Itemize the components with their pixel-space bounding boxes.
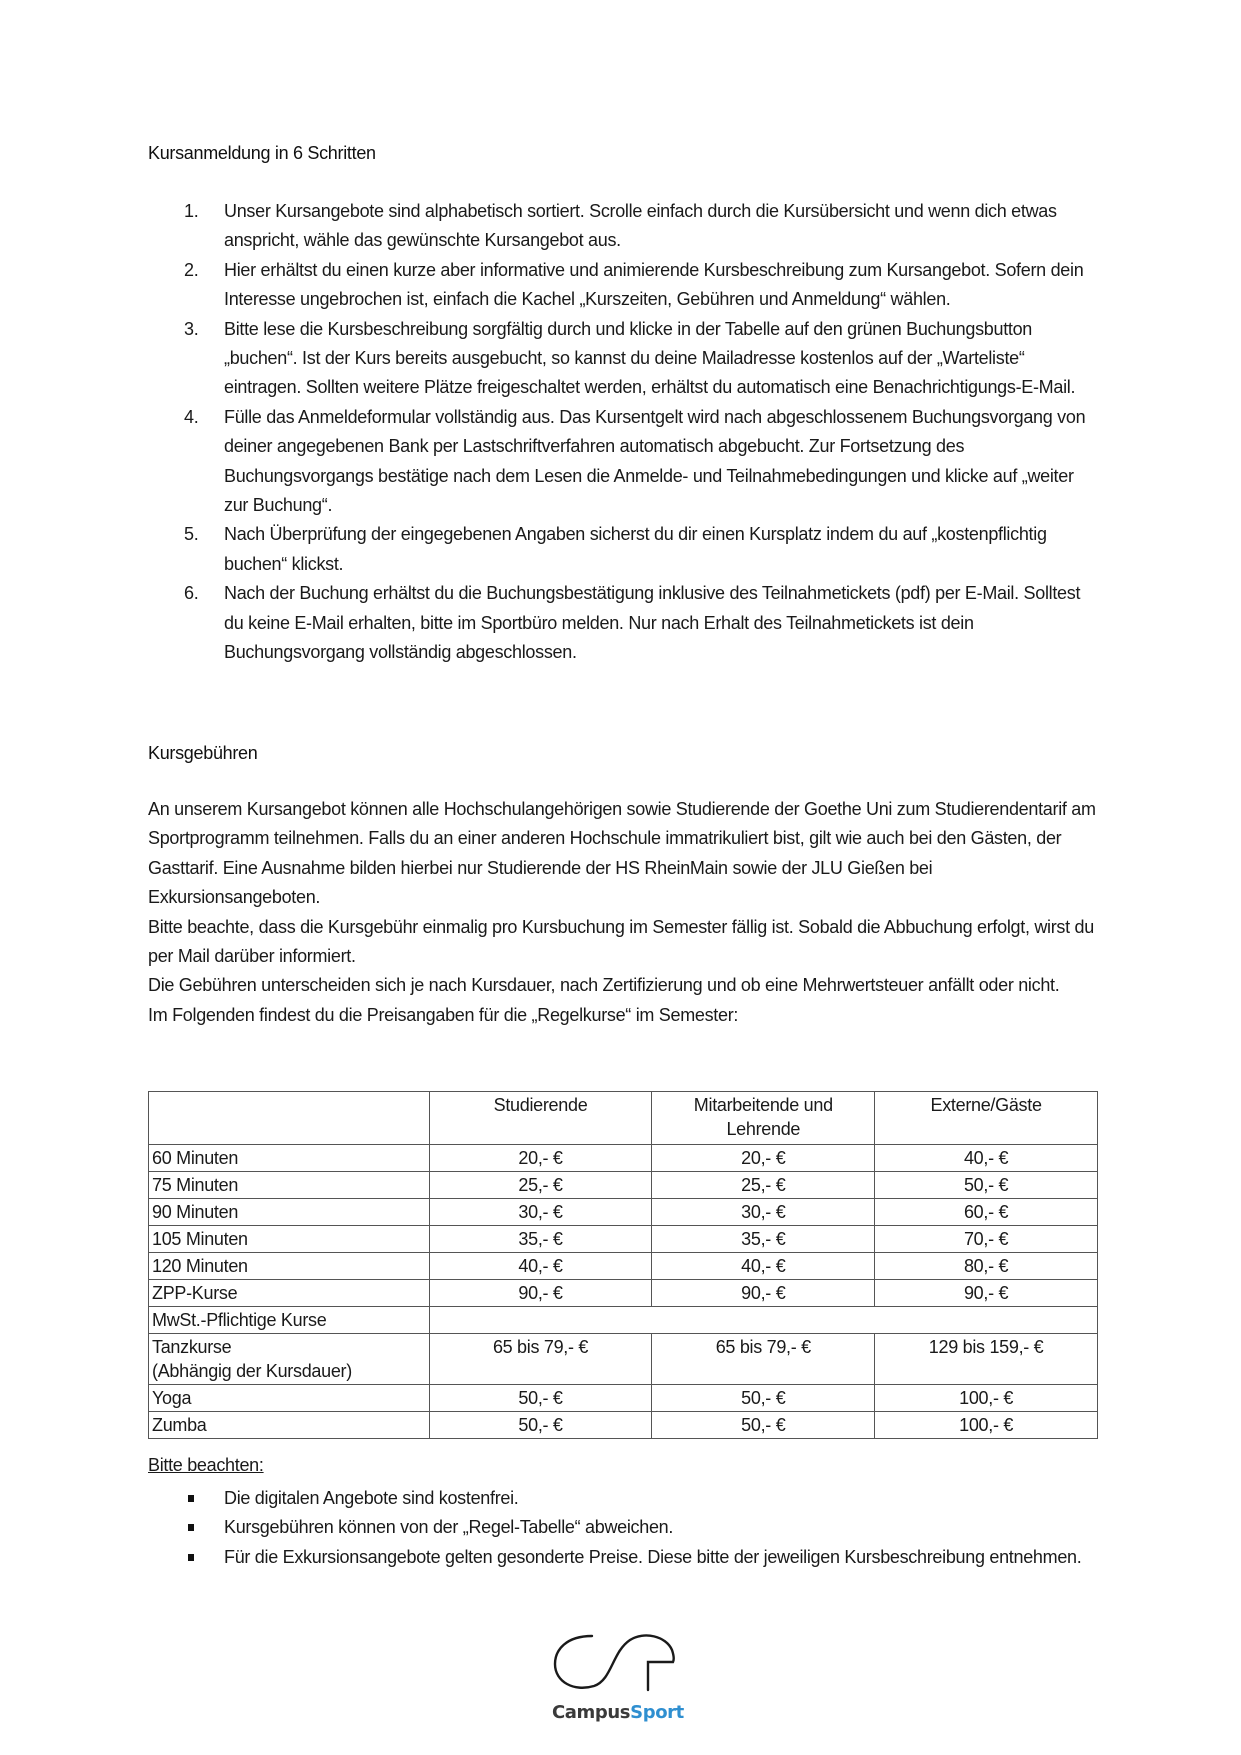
table-header-row bbox=[149, 1092, 1098, 1145]
price-students: 25,- € bbox=[429, 1172, 652, 1199]
empty-span-cell bbox=[429, 1307, 1097, 1334]
price-external: 40,- € bbox=[875, 1145, 1098, 1172]
price-external: 100,- € bbox=[875, 1412, 1098, 1439]
section-heading-fees: Kursgebühren bbox=[148, 743, 258, 763]
price-staff: 90,- € bbox=[652, 1280, 875, 1307]
price-external: 50,- € bbox=[875, 1172, 1098, 1199]
price-staff: 35,- € bbox=[652, 1226, 875, 1253]
step-item bbox=[148, 520, 1098, 579]
wordmark-campus: Campus bbox=[552, 1702, 631, 1723]
price-staff: 30,- € bbox=[652, 1199, 875, 1226]
table-row bbox=[149, 1412, 1098, 1439]
step-number: 4. bbox=[184, 406, 199, 427]
row-label: Zumba bbox=[149, 1412, 430, 1439]
table-row bbox=[149, 1280, 1098, 1307]
row-label-main: Tanzkurse bbox=[152, 1337, 232, 1357]
note-item bbox=[148, 1543, 1098, 1572]
square-bullet-icon bbox=[188, 1524, 194, 1531]
campussport-logo bbox=[552, 1632, 682, 1732]
price-external: 60,- € bbox=[875, 1199, 1098, 1226]
step-item bbox=[148, 579, 1098, 667]
paragraph: Die Gebühren unterscheiden sich je nach Kursdauer, nach Zertifizierung und ob eine Mehrwertsteuer anfällt oder nicht. bbox=[148, 975, 1060, 996]
wordmark-sport: Sport bbox=[630, 1702, 684, 1723]
price-external: 129 bis 159,- € bbox=[875, 1334, 1098, 1385]
price-staff: 50,- € bbox=[652, 1412, 875, 1439]
registration-steps-list bbox=[148, 197, 1098, 668]
table-row bbox=[149, 1172, 1098, 1199]
header-cell-students: Studierende bbox=[429, 1092, 652, 1145]
row-label: 120 Minuten bbox=[149, 1253, 430, 1280]
step-text: Unser Kursangebote sind alphabetisch sortiert. Scrolle einfach durch die Kursübersicht und wenn dich etwas anspricht, wähle das gewünschte Kursangebot aus. bbox=[224, 201, 1057, 251]
note-text: Für die Exkursionsangebote gelten gesonderte Preise. Diese bitte der jeweiligen Kursbeschreibung entnehmen. bbox=[224, 1546, 1082, 1567]
step-number: 6. bbox=[184, 583, 199, 604]
step-text: Fülle das Anmeldeformular vollständig aus. Das Kursentgelt wird nach abgeschlossenem Buchungsvorgang von deiner angegebenen Bank per Lastschriftverfahren automatisch abgebucht. Zur Fortsetzung des Buchungsvorgangs bestätige nach dem Lesen die Anmelde- und Teilnahmebedingungen und klicke auf „weiter zur Buchung“. bbox=[224, 406, 1086, 516]
note-text: Die digitalen Angebote sind kostenfrei. bbox=[224, 1488, 519, 1508]
row-label: MwSt.-Pflichtige Kurse bbox=[149, 1307, 430, 1334]
square-bullet-icon bbox=[188, 1495, 194, 1502]
row-label: 105 Minuten bbox=[149, 1226, 430, 1253]
table-row bbox=[149, 1253, 1098, 1280]
row-label: 75 Minuten bbox=[149, 1172, 430, 1199]
step-text: Bitte lese die Kursbeschreibung sorgfältig durch und klicke in der Tabelle auf den grünen Buchungsbutton „buchen“. Ist der Kurs bereits ausgebucht, so kannst du deine Mailadresse kostenlos auf der „Warteliste“ eintragen. Sollten weitere Plätze freigeschaltet werden, erhältst du automatisch eine Benachrichtigungs-E-Mail. bbox=[224, 318, 1076, 398]
step-number: 2. bbox=[184, 259, 199, 280]
row-label: 90 Minuten bbox=[149, 1199, 430, 1226]
price-students: 20,- € bbox=[429, 1145, 652, 1172]
paragraph: Im Folgenden findest du die Preisangaben für die „Regelkurse“ im Semester: bbox=[148, 1004, 739, 1025]
price-staff: 25,- € bbox=[652, 1172, 875, 1199]
step-item bbox=[148, 256, 1098, 315]
notes-list bbox=[148, 1484, 1098, 1572]
row-label: 60 Minuten bbox=[149, 1145, 430, 1172]
fees-description bbox=[148, 795, 1098, 1030]
price-staff: 65 bis 79,- € bbox=[652, 1334, 875, 1385]
price-external: 100,- € bbox=[875, 1385, 1098, 1412]
price-students: 50,- € bbox=[429, 1412, 652, 1439]
step-text: Hier erhältst du einen kurze aber informative und animierende Kursbeschreibung zum Kursangebot. Sofern dein Interesse ungebrochen ist, einfach die Kachel „Kurszeiten, Gebühren und Anmeldung“ wählen. bbox=[224, 259, 1084, 310]
square-bullet-icon bbox=[188, 1554, 194, 1561]
note-item bbox=[148, 1484, 1098, 1513]
price-students: 30,- € bbox=[429, 1199, 652, 1226]
header-cell-staff: Mitarbeitende und Lehrende bbox=[652, 1092, 875, 1145]
step-item bbox=[148, 197, 1098, 256]
table-row bbox=[149, 1334, 1098, 1385]
paragraph: Bitte beachte, dass die Kursgebühr einmalig pro Kursbuchung im Semester fällig ist. Sobald die Abbuchung erfolgt, wirst du per Mail darüber informiert. bbox=[148, 916, 1094, 967]
price-staff: 20,- € bbox=[652, 1145, 875, 1172]
price-students: 90,- € bbox=[429, 1280, 652, 1307]
row-label: ZPP-Kurse bbox=[149, 1280, 430, 1307]
step-item bbox=[148, 315, 1098, 403]
paragraph: An unserem Kursangebot können alle Hochschulangehörigen sowie Studierende der Goethe Uni zum Studierendentarif am Sportprogramm teilnehmen. Falls du an einer anderen Hochschule immatrikuliert bist, gilt wie auch bei den Gästen, der Gasttarif. Eine Ausnahme bilden hierbei nur Studierende der HS RheinMain sowie der JLU Gießen bei Exkursionsangeboten. bbox=[148, 799, 1096, 908]
price-external: 90,- € bbox=[875, 1280, 1098, 1307]
header-cell-external: Externe/Gäste bbox=[875, 1092, 1098, 1145]
step-text: Nach der Buchung erhältst du die Buchungsbestätigung inklusive des Teilnahmetickets (pdf) per E-Mail. Solltest du keine E-Mail erhalten, bitte im Sportbüro melden. Nur nach Erhalt des Teilnahmetickets ist dein Buchungsvorgang vollständig abgeschlossen. bbox=[224, 583, 1081, 663]
price-external: 70,- € bbox=[875, 1226, 1098, 1253]
price-students: 40,- € bbox=[429, 1253, 652, 1280]
row-label-sub: (Abhängig der Kursdauer) bbox=[152, 1361, 352, 1381]
campussport-logo-mark-icon bbox=[552, 1632, 682, 1694]
table-row bbox=[149, 1199, 1098, 1226]
price-external: 80,- € bbox=[875, 1253, 1098, 1280]
section-heading-registration: Kursanmeldung in 6 Schritten bbox=[148, 143, 376, 163]
table-row bbox=[149, 1385, 1098, 1412]
table-row-group-header bbox=[149, 1307, 1098, 1334]
step-number: 5. bbox=[184, 524, 199, 545]
row-label: Yoga bbox=[149, 1385, 430, 1412]
price-students: 35,- € bbox=[429, 1226, 652, 1253]
step-number: 1. bbox=[184, 201, 199, 221]
step-text: Nach Überprüfung der eingegebenen Angaben sicherst du dir einen Kursplatz indem du auf „kostenpflichtig buchen“ klickst. bbox=[224, 524, 1047, 574]
row-label bbox=[149, 1334, 430, 1385]
price-students: 50,- € bbox=[429, 1385, 652, 1412]
step-item bbox=[148, 403, 1098, 521]
price-staff: 50,- € bbox=[652, 1385, 875, 1412]
price-staff: 40,- € bbox=[652, 1253, 875, 1280]
note-text: Kursgebühren können von der „Regel-Tabelle“ abweichen. bbox=[224, 1517, 674, 1538]
price-students: 65 bis 79,- € bbox=[429, 1334, 652, 1385]
table-row bbox=[149, 1145, 1098, 1172]
header-cell-empty bbox=[149, 1092, 430, 1145]
step-number: 3. bbox=[184, 318, 199, 339]
fee-table bbox=[148, 1091, 1098, 1439]
campussport-wordmark bbox=[552, 1702, 682, 1723]
notes-title: Bitte beachten: bbox=[148, 1455, 264, 1475]
table-row bbox=[149, 1226, 1098, 1253]
note-item bbox=[148, 1513, 1098, 1542]
